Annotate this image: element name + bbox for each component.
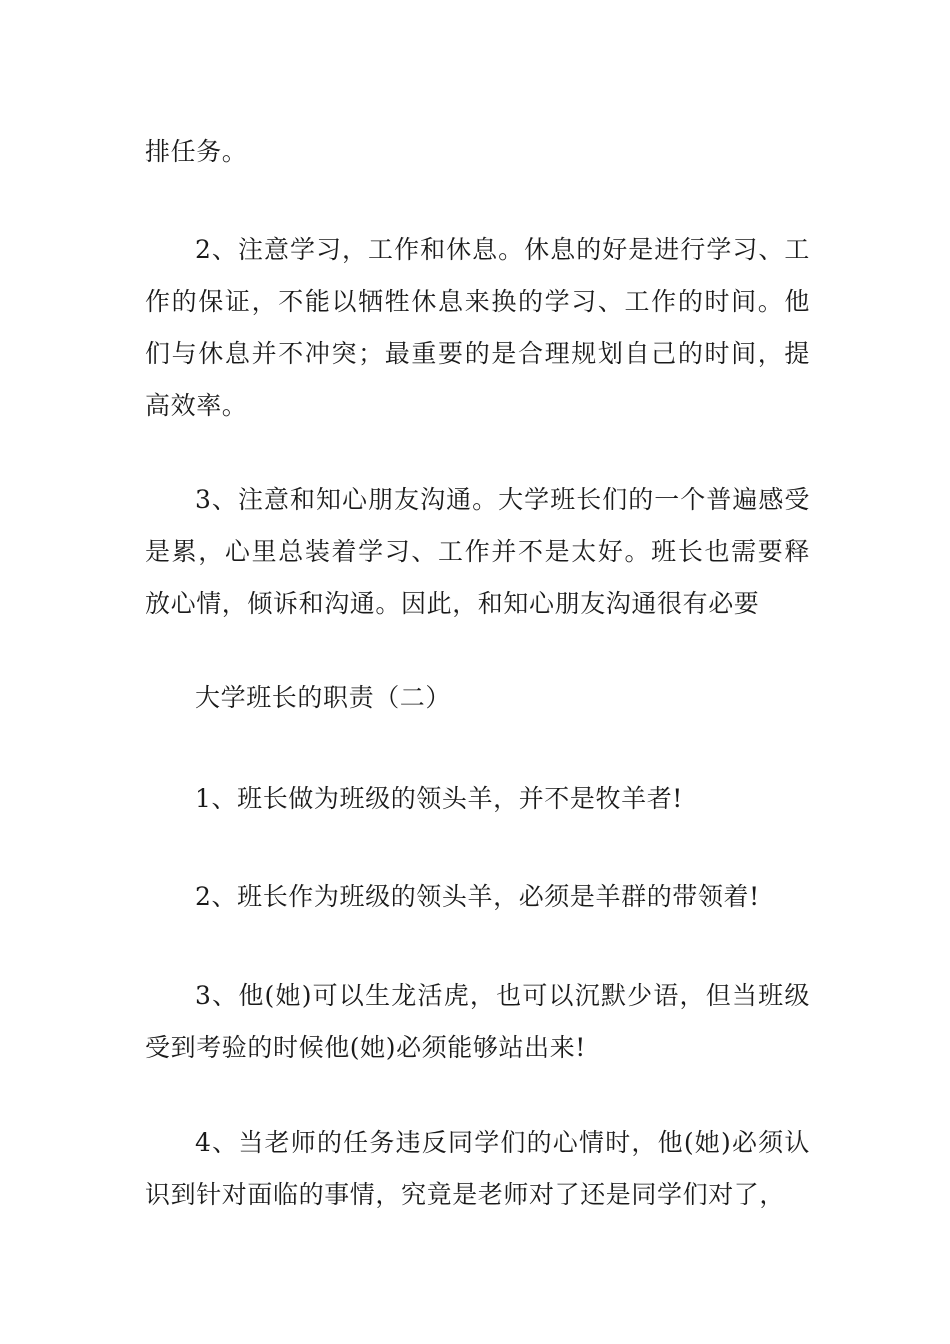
paragraph-duty-3: 3、他(她)可以生龙活虎，也可以沉默少语，但当班级受到考验的时候他(她)必须能够站出来! (145, 981, 810, 1062)
paragraph-point-2: 2、注意学习，工作和休息。休息的好是进行学习、工作的保证，不能以牺牲休息来换的学习、工作的时间。他们与休息并不冲突；最重要的是合理规划自己的时间，提高效率。 (145, 235, 810, 420)
paragraph-point-3: 3、注意和知心朋友沟通。大学班长们的一个普遍感受是累，心里总装着学习、工作并不是太好。班长也需要释放心情，倾诉和沟通。因此，和知心朋友沟通很有必要 (145, 485, 810, 618)
paragraph-duty-4: 4、当老师的任务违反同学们的心情时，他(她)必须认识到针对面临的事情，究竟是老师对了还是同学们对了， (145, 1128, 810, 1209)
paragraph-duty-2: 2、班长作为班级的领头羊，必须是羊群的带领着! (195, 882, 760, 911)
section-heading: 大学班长的职责（二） (195, 683, 452, 712)
paragraph-continuation: 排任务。 (145, 137, 248, 166)
paragraph-duty-1: 1、班长做为班级的领头羊，并不是牧羊者! (195, 784, 683, 813)
